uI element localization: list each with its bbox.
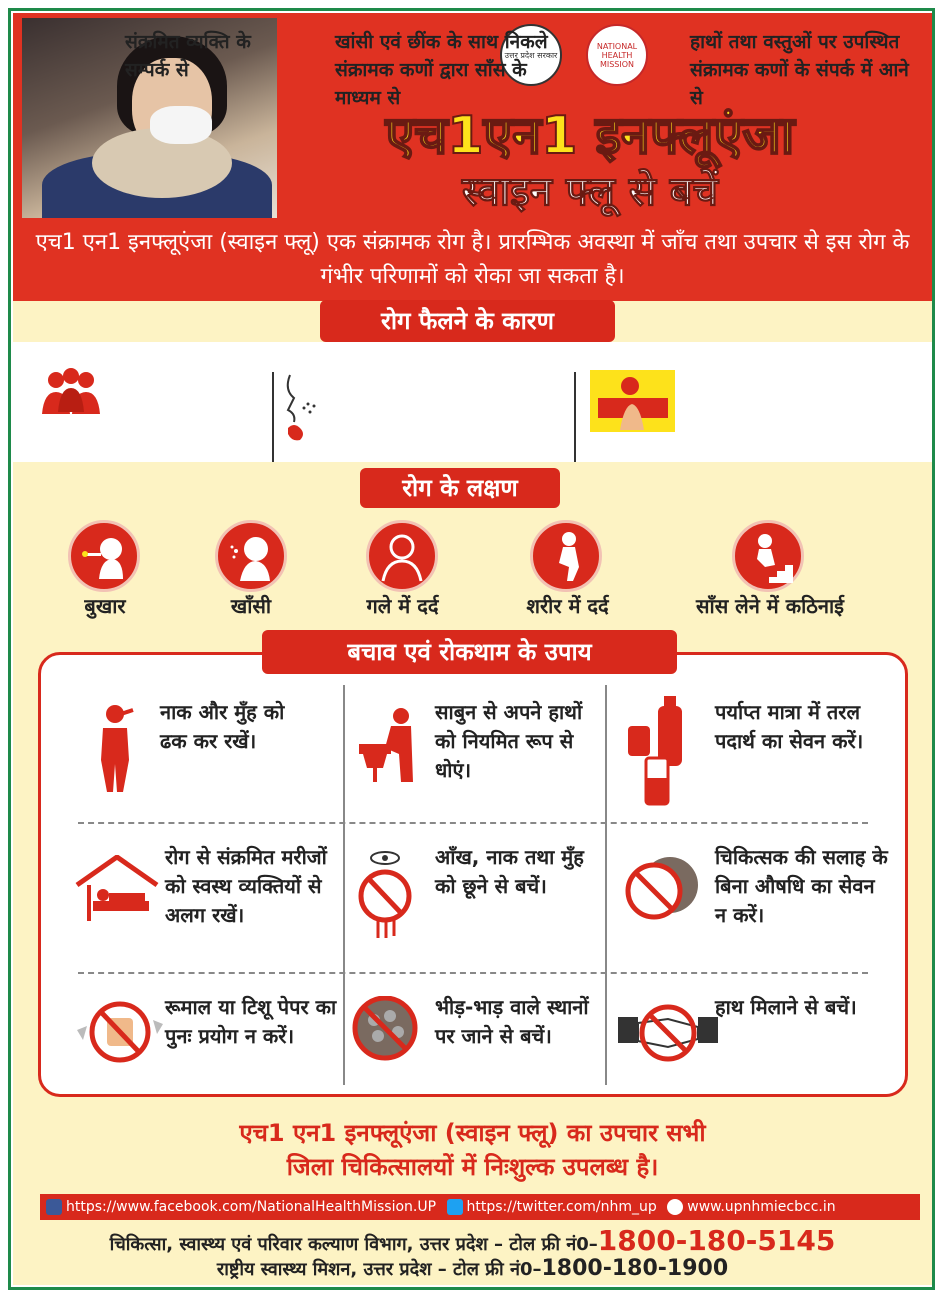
dept-helpline: [13, 1224, 932, 1257]
fluids-icon: [622, 696, 692, 808]
facebook-link[interactable]: https://www.facebook.com/NationalHealthMission.UP: [66, 1199, 437, 1215]
intro-text: एच1 एन1 इनफ्लूएंजा (स्वाइन फ्लू) एक संक्रामक रोग है। प्रारम्भिक अवस्था में जाँच तथा उपचार से इस रोग के गंभीर परिणामों को रोका जा सकता है।: [35, 230, 910, 289]
causes-heading: रोग फैलने के कारण: [320, 300, 615, 342]
breathing-difficulty-icon: [732, 520, 804, 592]
twitter-link[interactable]: https://twitter.com/nhm_up: [466, 1199, 657, 1215]
sneeze-icon: [280, 370, 325, 450]
page-subtitle: स्वाइन फ्लू से बचें: [461, 169, 719, 215]
germ-hands-icon: [590, 370, 675, 432]
isolate-patient-icon: [75, 855, 160, 925]
sore-throat-icon: [366, 520, 438, 592]
avoid-crowd-icon: [350, 996, 420, 1061]
symptom-throat-label: गले में दर्द: [366, 594, 439, 618]
no-touch-face-icon: [350, 848, 420, 940]
wash-hands-icon: [355, 704, 425, 784]
symptom-bodyache-label: शरीर में दर्द: [526, 594, 609, 618]
prevention-col-divider-2: [605, 685, 607, 1085]
prevention-isolate-text: रोग से संक्रमित मरीजों को स्वस्थ व्यक्तियों से अलग रखें।: [165, 845, 327, 927]
social-links-bar: [40, 1194, 920, 1220]
nhm-toll-number: 1800-180-1900: [541, 1256, 729, 1281]
nhm-logo-text: NATIONAL HEALTH MISSION: [596, 41, 638, 69]
dept-helpline-label: चिकित्सा, स्वास्थ्य एवं परिवार कल्याण विभाग, उत्तर प्रदेश – टोल फ्री नं0–: [109, 1234, 598, 1255]
prevention-nomeds-text: चिकित्सक की सलाह के बिना औषधि का सेवन न करें।: [715, 845, 888, 927]
no-handshake-icon: [618, 1003, 718, 1063]
prevention-handshake-text: हाथ मिलाने से बचें।: [715, 995, 857, 1019]
prevention-col-divider-1: [343, 685, 345, 1085]
prevention-wash-text: साबुन से अपने हाथों को नियमित रूप से धोएं।: [435, 700, 583, 782]
nhm-helpline-label: राष्ट्रीय स्वास्थ्य मिशन, उत्तर प्रदेश – टोल फ्री नं0–: [216, 1259, 542, 1280]
cause-contact-text: संक्रमित व्यक्ति के सम्पर्क से: [125, 31, 251, 81]
prevention-row-divider-1: [78, 822, 868, 824]
page-title: एच1एन1 इनफ्लूएंजा: [385, 106, 795, 166]
fever-icon: [68, 520, 140, 592]
footer-note-line1: एच1 एन1 इनफ्लूएंजा (स्वाइन फ्लू) का उपचार सभी: [239, 1119, 706, 1147]
twitter-icon: [447, 1199, 463, 1215]
prevention-notouch-text: आँख, नाक तथा मुँह को छूने से बचें।: [435, 845, 584, 898]
facebook-icon: [46, 1199, 62, 1215]
prevention-cover-text: नाक और मुँह को ढक कर रखें।: [160, 700, 285, 753]
footer-note-line2: जिला चिकित्सालयों में निःशुल्क उपलब्ध है।: [286, 1153, 659, 1181]
symptom-cough-label: खाँसी: [230, 594, 272, 618]
no-self-medication-icon: [620, 855, 700, 925]
prevention-fluids-text: पर्याप्त मात्रा में तरल पदार्थ का सेवन करें।: [715, 700, 864, 753]
website-link[interactable]: www.upnhmiecbcc.in: [687, 1199, 836, 1215]
nhm-helpline: [13, 1256, 932, 1281]
causes-section: [13, 342, 932, 462]
cause-divider-2: [574, 372, 576, 462]
symptoms-heading: रोग के लक्षण: [360, 468, 560, 508]
cause-divider-1: [272, 372, 274, 462]
cause-droplets-text: खांसी एवं छींक के साथ निकले संक्रामक कणों द्वारा साँस के माध्यम से: [335, 31, 548, 109]
symptom-fever-label: बुखार: [84, 594, 126, 618]
up-logo-text: उत्तर प्रदेश सरकार: [504, 50, 558, 60]
people-icon: [36, 366, 106, 416]
globe-icon: [667, 1199, 683, 1215]
symptom-breathing-label: साँस लेने में कठिनाई: [696, 594, 844, 618]
dept-toll-number: 1800-180-5145: [597, 1224, 836, 1257]
cover-mouth-icon: [85, 700, 145, 795]
prevention-heading: बचाव एवं रोकथाम के उपाय: [262, 630, 677, 674]
prevention-crowd-text: भीड़-भाड़ वाले स्थानों पर जाने से बचें।: [435, 995, 589, 1048]
prevention-row-divider-2: [78, 972, 868, 974]
cough-icon: [215, 520, 287, 592]
nhm-logo: [586, 24, 648, 86]
prevention-tissue-text: रूमाल या टिशू पेपर का पुनः प्रयोग न करें।: [165, 995, 337, 1048]
no-reuse-tissue-icon: [75, 1000, 165, 1065]
body-ache-icon: [530, 520, 602, 592]
cause-surface-text: हाथों तथा वस्तुओं पर उपस्थित संक्रामक कणों के संपर्क में आने से: [690, 31, 909, 109]
